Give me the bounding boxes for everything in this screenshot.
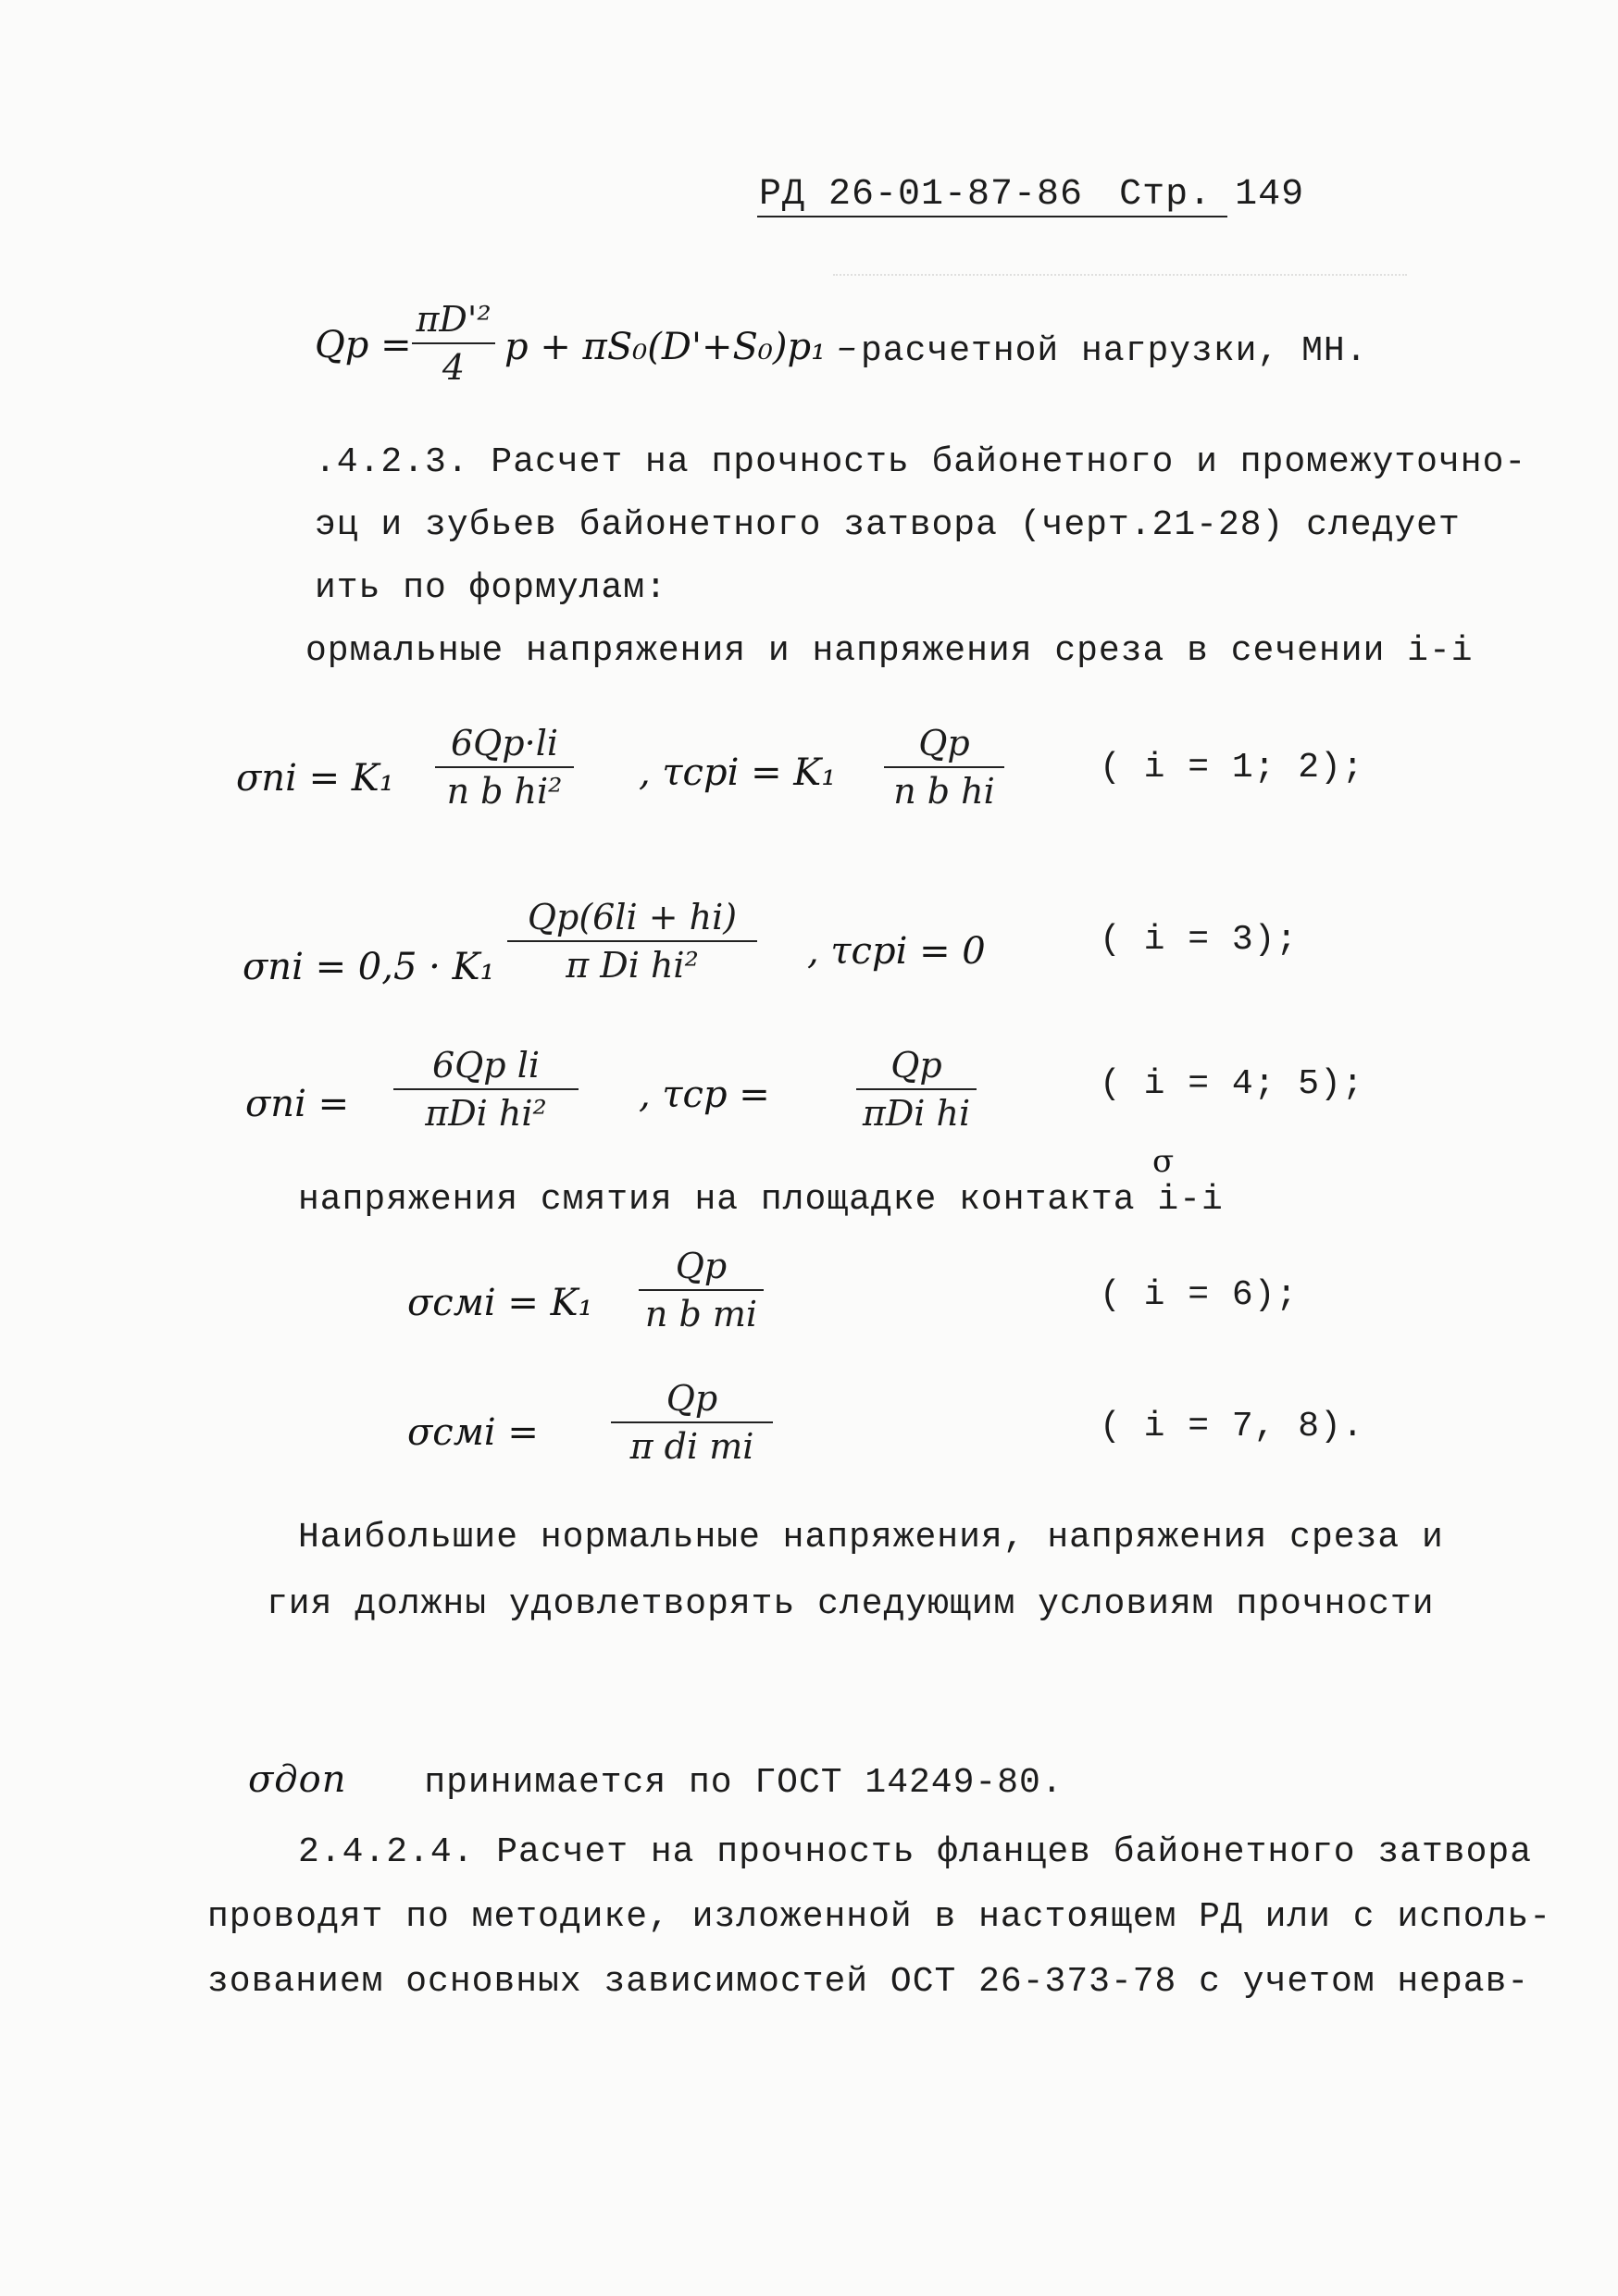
load-formula: Qр = [315,324,412,366]
formula-2-condition: ( i = 3); [1100,920,1299,960]
formula-5-sigma: σсмi = [407,1411,539,1454]
formula-4-sigma: σсмi = K₁ [407,1282,593,1324]
formula-2-tau: , τcpi = 0 [807,930,986,973]
page-header: РД 26-01-87-86 Стр. 149 [759,174,1305,216]
formula-2-frac: Qp(6li + hi) π Di hi² [507,896,757,987]
para-2424-line-1: 2.4.2.4. Расчет на прочность фланцев байонетного затвора [298,1832,1533,1872]
load-formula-description: расчетной нагрузки, МН. [861,331,1368,371]
strength-para-line-2: гия должны удовлетворять следующим условиям прочности [267,1584,1435,1624]
para-2423-line-4: ормальные напряжения и напряжения среза в сечении i-i [305,631,1474,671]
formula-3-tau: , τcp = [639,1074,770,1116]
allowable-stress-line: σдоп принимается по ГОСТ 14249-80. [248,1758,1064,1803]
strength-para-line-1: Наибольшие нормальные напряжения, напряжения среза и [298,1518,1444,1558]
stray-mark: σ [1152,1143,1175,1180]
formula-1-sigma: σni = K₁ [236,757,394,800]
formula-3-condition: ( i = 4; 5); [1100,1064,1364,1104]
bearing-stress-heading: напряжения смятия на площадке контакта i-i [298,1180,1224,1220]
formula-5-condition: ( i = 7, 8). [1100,1407,1364,1446]
formula-1-frac-2: Qp n b hi [884,722,1004,813]
formula-3-sigma: σni = [245,1083,350,1125]
formula-4-frac: Qp n b mi [639,1245,764,1335]
para-2423-line-2: эц и зубьев байонетного затвора (черт.21-28) следует [315,505,1461,545]
formula-5-frac: Qp π di mi [611,1377,773,1468]
formula-3-frac-2: Qp πDi hi [856,1044,977,1135]
load-formula-fraction: πD'² 4 [412,298,495,389]
formula-3-frac-1: 6Qp li πDi hi² [393,1044,579,1135]
formula-4-condition: ( i = 6); [1100,1275,1299,1315]
faint-marginal-note [833,248,1407,276]
header-underline [757,216,1227,217]
para-2424-line-2: проводят по методике, изложенной в настоящем РД или с исполь- [207,1897,1552,1937]
formula-1-condition: ( i = 1; 2); [1100,748,1364,788]
formula-2-sigma: σni = 0,5 · K₁ [243,946,495,988]
para-2423-line-1: .4.2.3. Расчет на прочность байонетного и промежуточно- [315,442,1527,482]
load-formula-rest: p + πS₀(D'+S₀)p₁ – [504,326,856,368]
para-2424-line-3: зованием основных зависимостей ОСТ 26-373-78 с учетом нерав- [207,1962,1530,2002]
sigma-allowable-symbol: σдоп [248,1758,347,1801]
formula-1-frac-1: 6Qp·li n b hi² [435,722,574,813]
formula-1-tau: , τcpi = K₁ [639,751,837,794]
para-2423-line-3: ить по формулам: [315,568,667,608]
